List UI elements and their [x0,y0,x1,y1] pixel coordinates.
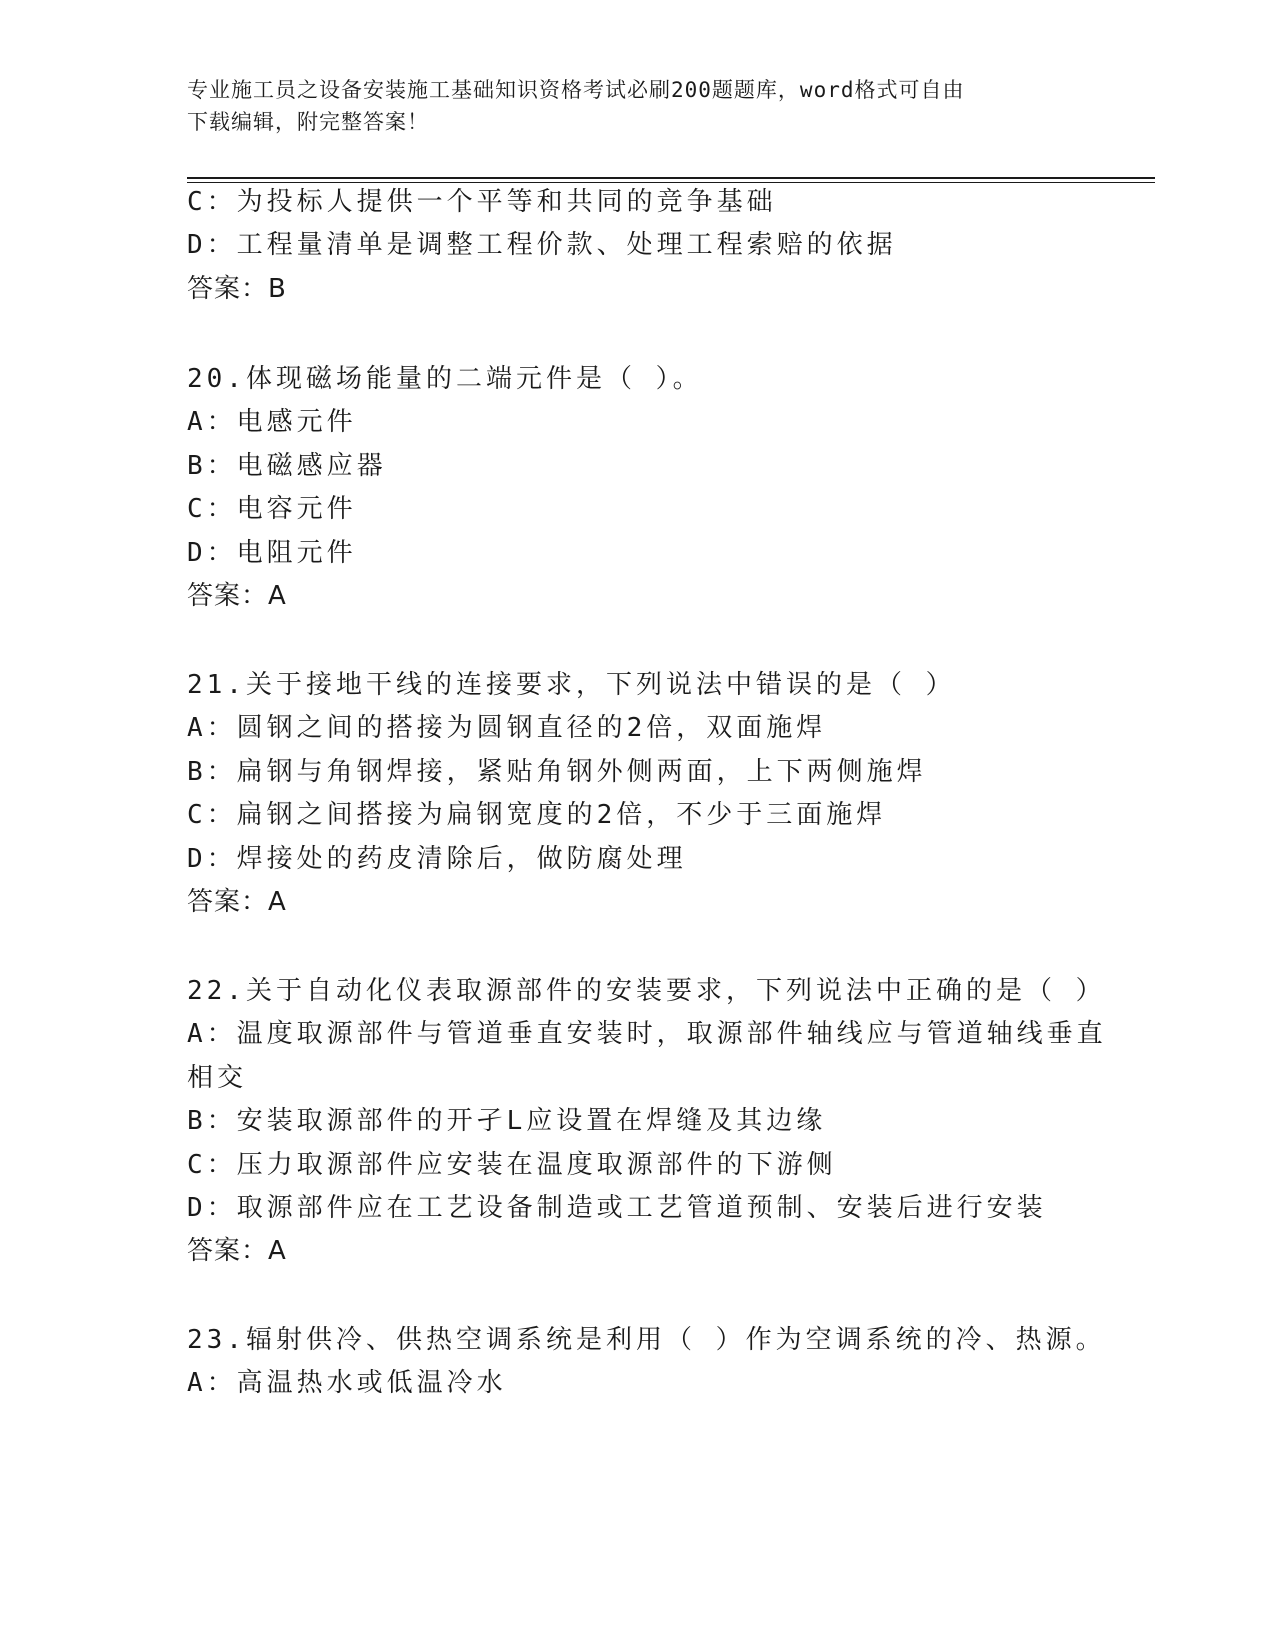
header-divider-thick [187,177,1155,179]
q21-option-a: A：圆钢之间的搭接为圆钢直径的2倍，双面施焊 [187,713,827,743]
q20-option-c: C：电容元件 [187,494,357,524]
q22-option-a: A：温度取源部件与管道垂直安装时，取源部件轴线应与管道轴线垂直 [187,1019,1107,1049]
q20-answer: 答案：A [187,581,287,611]
q20-option-a: A：电感元件 [187,407,357,437]
header-title-line-1: 专业施工员之设备安装施工基础知识资格考试必刷200题题库，word格式可自由 [187,78,965,102]
q22-option-d: D：取源部件应在工艺设备制造或工艺管道预制、安装后进行安装 [187,1193,1047,1223]
q21-option-b: B：扁钢与角钢焊接，紧贴角钢外侧两面，上下两侧施焊 [187,757,927,787]
q21-option-d: D：焊接处的药皮清除后，做防腐处理 [187,844,687,874]
header-divider-thin [187,182,1155,183]
q23-stem: 23.辐射供冷、供热空调系统是利用（ ）作为空调系统的冷、热源。 [187,1325,1106,1355]
q21-option-c: C：扁钢之间搭接为扁钢宽度的2倍，不少于三面施焊 [187,800,887,830]
q23-option-a: A：高温热水或低温冷水 [187,1368,507,1398]
q21-answer: 答案：A [187,887,287,917]
header-title-line-2: 下载编辑，附完整答案！ [187,110,429,134]
q20-option-d: D：电阻元件 [187,538,357,568]
document-header [187,74,1087,138]
q22-stem: 22.关于自动化仪表取源部件的安装要求，下列说法中正确的是（ ） [187,976,1106,1006]
q22-option-b: B：安装取源部件的开孑L应设置在焊缝及其边缘 [187,1106,827,1136]
q22-option-a-continued: 相交 [187,1063,248,1093]
q21-stem: 21.关于接地干线的连接要求，下列说法中错误的是（ ） [187,670,956,700]
q22-answer: 答案：A [187,1236,287,1266]
q20-option-b: B：电磁感应器 [187,451,387,481]
q19-option-d: D：工程量清单是调整工程价款、处理工程索赔的依据 [187,230,897,260]
q20-stem: 20.体现磁场能量的二端元件是（ ）。 [187,364,703,394]
q19-option-c: C：为投标人提供一个平等和共同的竞争基础 [187,187,777,217]
q19-answer: 答案：B [187,274,287,304]
q22-option-c: C：压力取源部件应安装在温度取源部件的下游侧 [187,1150,837,1180]
